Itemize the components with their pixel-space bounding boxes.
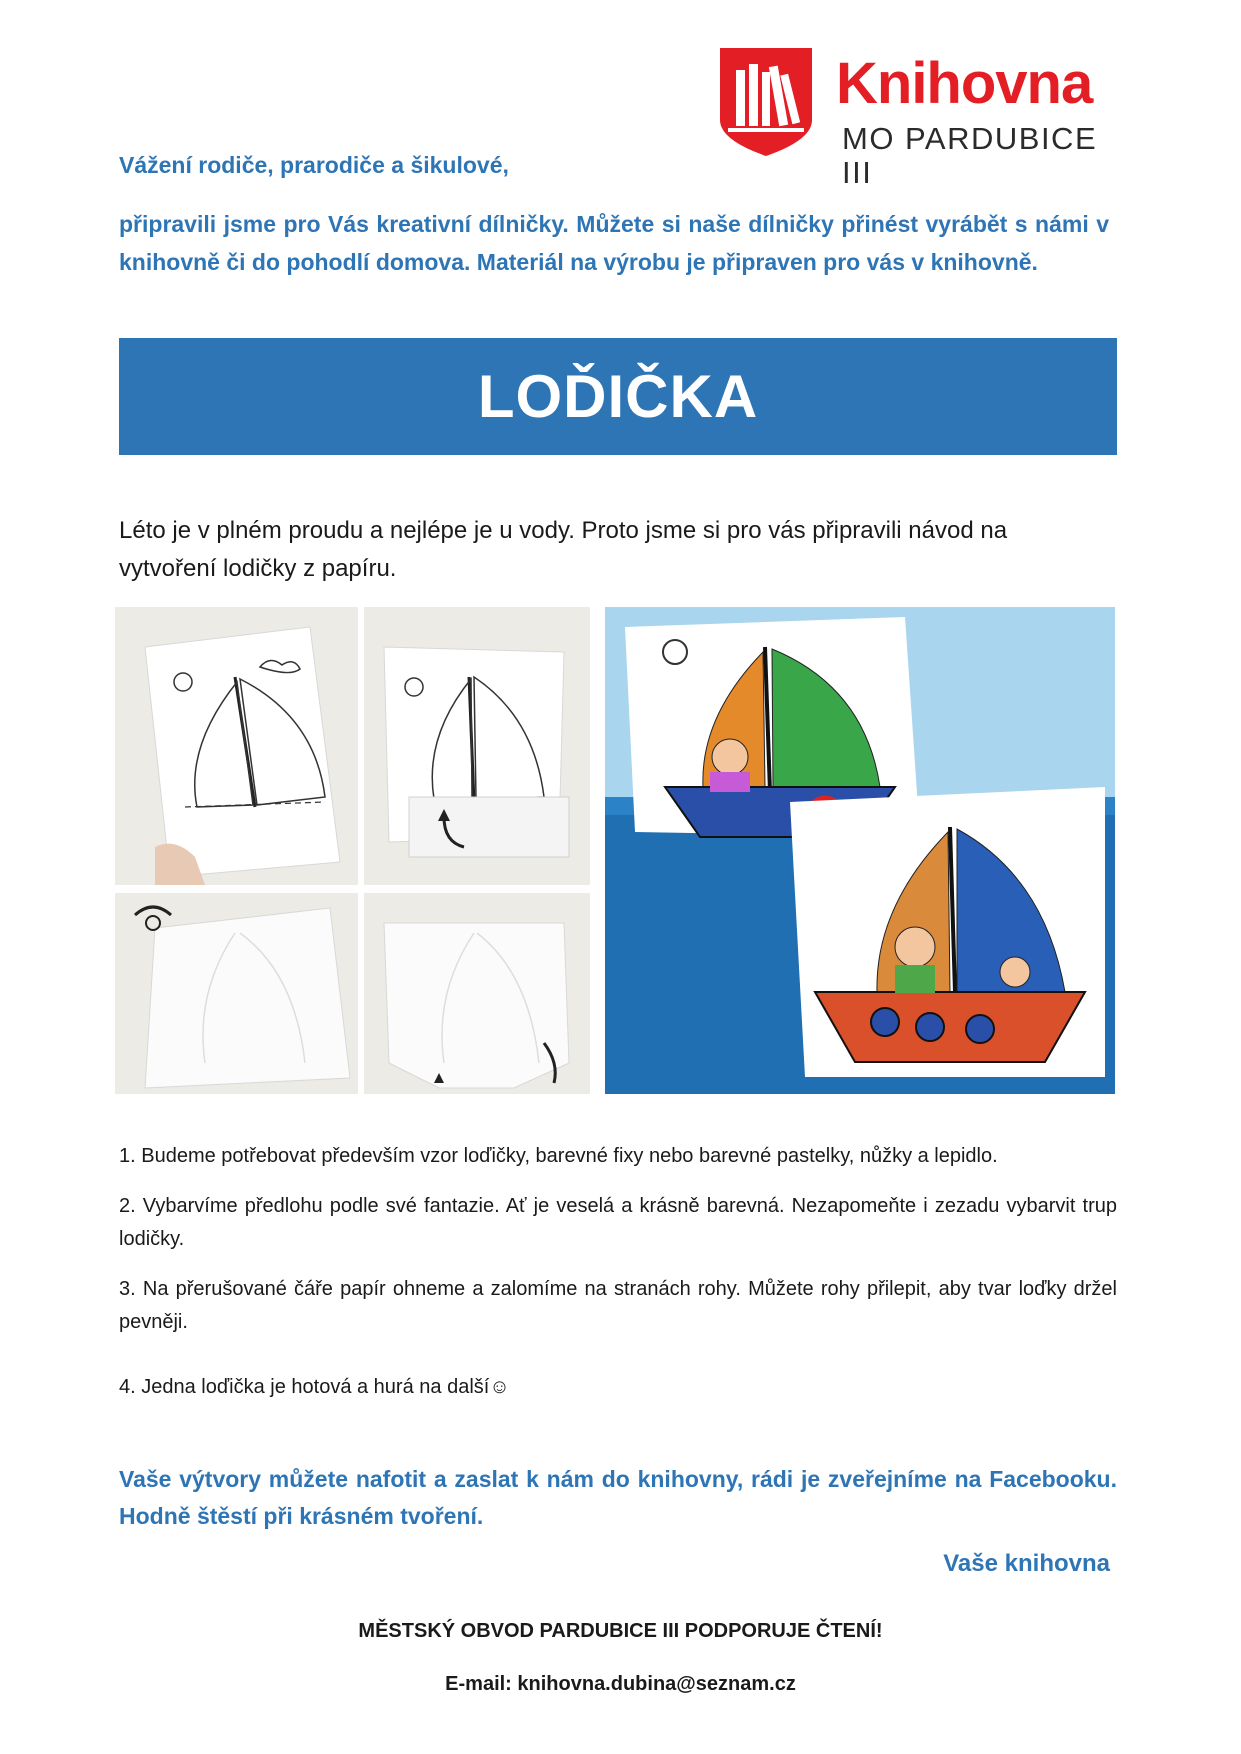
library-logo — [720, 48, 1120, 190]
lead-paragraph: Léto je v plném proudu a nejlépe je u vody. Proto jsme si pro vás připravili návod na vytvoření lodičky z papíru. — [119, 517, 1008, 582]
intro-paragraph: připravili jsme pro Vás kreativní dílničky. Můžete si naše dílničky přinést vyrábět s námi v knihovně či do pohodlí domova. Materiál na výrobu je připraven pro vás v knihovně. — [119, 211, 1109, 275]
step-3: 3. Na přerušované čáře papír ohneme a zalomíme na stranách rohy. Můžete rohy přilepit, aby tvar loďky držel pevněji. — [119, 1278, 1117, 1333]
title-banner — [119, 338, 1117, 455]
logo-subtitle: MO PARDUBICE III — [842, 121, 1098, 190]
step-photo-back — [115, 893, 358, 1094]
greeting: Vážení rodiče, prarodiče a šikulové, — [119, 152, 509, 178]
footer-email[interactable]: E-mail: knihovna.dubina@seznam.cz — [445, 1673, 796, 1695]
step-photo-fold — [364, 607, 590, 885]
instruction-steps — [119, 1140, 1117, 1421]
step-4: 4. Jedna loďička je hotová a hurá na další☺ — [119, 1376, 510, 1398]
call-to-action: Vaše výtvory můžete nafotit a zaslat k nám do knihovny, rádi je zveřejníme na Facebooku. Hodně štěstí při krásném tvoření. — [119, 1466, 1117, 1529]
banner-title: LOĎIČKA — [477, 363, 759, 430]
logo-wordmark: Knihovna — [836, 51, 1093, 116]
finished-boats-photo — [605, 607, 1115, 1094]
step-photo-corners — [364, 893, 590, 1094]
footer-slogan: MĚSTSKÝ OBVOD PARDUBICE III PODPORUJE ČTENÍ! — [358, 1620, 883, 1642]
step-2: 2. Vybarvíme předlohu podle své fantazie. Ať je veselá a krásně barevná. Nezapomeňte i zezadu vybarvit trup lodičky. — [119, 1195, 1117, 1250]
signature: Vaše knihovna — [943, 1550, 1110, 1577]
step-1: 1. Budeme potřebovat především vzor loďičky, barevné fixy nebo barevné pastelky, nůžky a lepidlo. — [119, 1145, 998, 1167]
step-photo-template — [115, 607, 358, 885]
books-shield-icon — [720, 48, 812, 156]
